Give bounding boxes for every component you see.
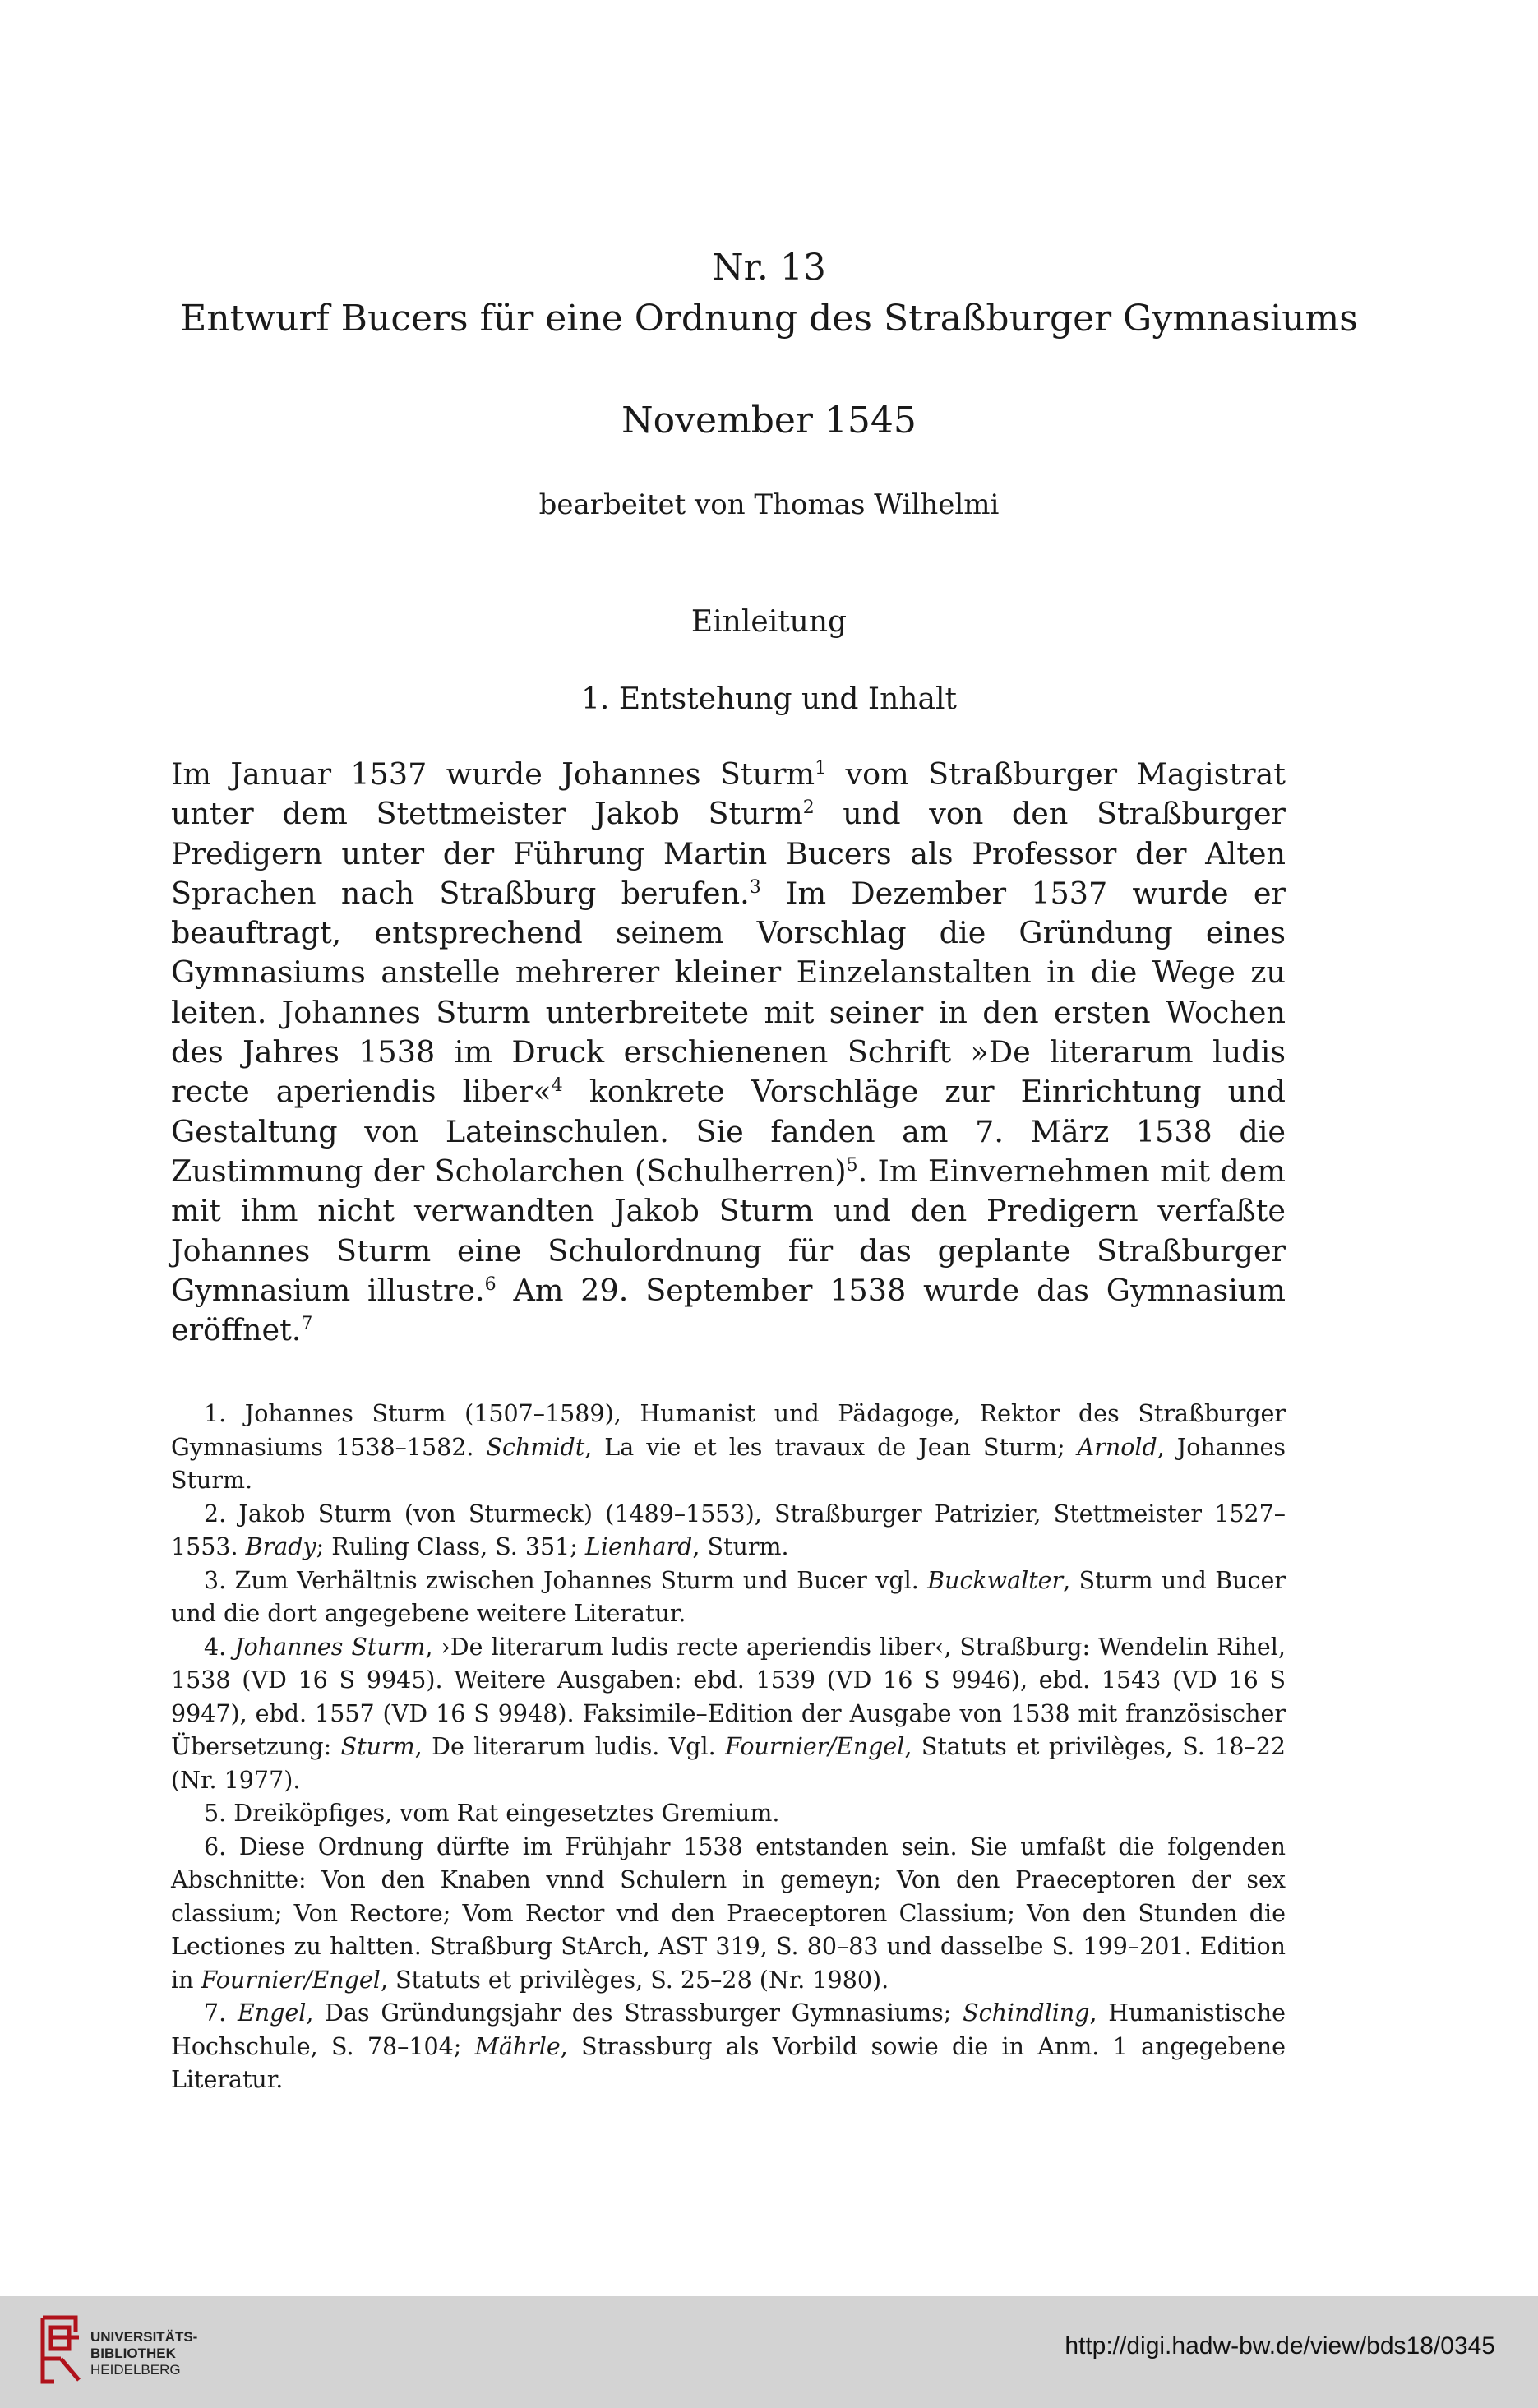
library-name: UNIVERSITÄTS- BIBLIOTHEK HEIDELBERG [90,2329,198,2378]
footnote-3: 3. Zum Verhältnis zwischen Johannes Sturm und Bucer vgl. Buckwalter, Sturm und Bucer und die dort angegebene weitere Literatur. [171,1566,1286,1627]
document-date: November 1545 [621,400,917,441]
intro-heading: Einleitung [690,605,848,639]
viewer-footer [0,2296,1538,2408]
footnote-ref-4[interactable]: 4 [551,1075,563,1097]
editor-line: bearbeitet von Thomas Wilhelmi [538,488,1000,521]
footnote-4: 4. Johannes Sturm, ›De literarum ludis recte aperiendis liber‹, Straßburg: Wendelin Rihel, 1538 (VD 16 S 9945). Weitere Ausgaben: ebd. 1539 (VD 16 S 9946), ebd. 1543 (VD 16 S 9947), ebd. 1557 (VD 16 S 9948). Faksimile–Edition der Ausgabe von 1538 mit französischer Übersetzung: Sturm, De literarum ludis. Vgl. Fournier/Engel, Statuts et privilèges, S. 18–22 (Nr. 1977). [171,1633,1286,1794]
footnote-ref-3[interactable]: 3 [749,876,761,898]
footnote-1: 1. Johannes Sturm (1507–1589), Humanist und Pädagoge, Rektor des Straßburger Gymnasiums 1538–1582. Schmidt, La vie et les travaux de Jean Sturm; Arnold, Johannes Sturm. [171,1400,1286,1494]
document-title: Entwurf Bucers für eine Ordnung des Straßburger Gymnasiums [180,298,1358,340]
library-logo-icon[interactable] [36,2308,85,2390]
document-number: Nr. 13 [712,247,826,289]
footnote-6: 6. Diese Ordnung dürfte im Frühjahr 1538 entstanden sein. Sie umfaßt die folgenden Abschnitte: Von den Knaben vnnd Schulern in gemeyn; Von den Praeceptoren der sex classium; Von Rectore; Vom Rector vnd den Praeceptoren Classium; Von den Stunden die Lectiones zu haltten. Straßburg StArch, AST 319, S. 80–83 und dasselbe S. 199–201. Edition in Fournier/Engel, Statuts et privilèges, S. 25–28 (Nr. 1980). [171,1833,1286,1994]
section-heading: 1. Entstehung und Inhalt [581,682,957,716]
footnote-ref-2[interactable]: 2 [802,797,815,819]
footnote-ref-6[interactable]: 6 [484,1273,497,1295]
footnotes [171,1398,1286,2097]
permalink-url[interactable]: http://digi.hadw-bw.de/view/bds18/0345 [1065,2332,1495,2359]
footnote-2: 2. Jakob Sturm (von Sturmeck) (1489–1553), Straßburger Patrizier, Stettmeister 1527–1553. Brady; Ruling Class, S. 351; Lienhard, Sturm. [171,1500,1286,1560]
footnote-ref-5[interactable]: 5 [846,1154,858,1176]
footnote-ref-7[interactable]: 7 [301,1314,313,1334]
footnote-5: 5. Dreiköpfiges, vom Rat eingesetztes Gremium. [204,1800,780,1827]
footnote-ref-1[interactable]: 1 [815,757,827,779]
footnote-7: 7. Engel, Das Gründungsjahr des Strassburger Gymnasiums; Schindling, Humanistische Hochschule, S. 78–104; Mährle, Strassburg als Vorbild sowie die in Anm. 1 angegebene Literatur. [171,1999,1286,2093]
body-paragraph: Im Januar 1537 wurde Johannes Sturm$^1$ vom Straßburger Magistrat unter dem Stettmeister Jakob Sturm$^2$ und von den Straßburger Predigern unter der Führung Martin Bucers als Professor der Alten Sprachen nach Straßburg berufen.$^3$ Im Dezember 1537 wurde er beauftragt, entsprechend seinem Vorschlag die Gründung eines Gymnasiums anstelle mehrerer kleiner Einzelanstalten in die Wege zu leiten. Johannes Sturm unterbreitete mit seiner in den ersten Wochen des Jahres 1538 im Druck erschienenen Schrift »De literarum ludis recte aperiendis liber«$^4$ konkrete Vorschläge zur Einrichtung und Gestaltung von Lateinschulen. Sie fanden am 7. März 1538 die Zustimmung der Scholarchen (Schulherren)$^5$. Im Einvernehmen mit dem mit ihm nicht verwandten Jakob Sturm und den Predigern verfaßte Johannes Sturm eine Schulordnung für das geplante Straßburger Gymnasium illustre.$^6$ Am 29. September 1538 wurde das Gymnasium eröffnet.$^7$ [171,756,1286,1348]
